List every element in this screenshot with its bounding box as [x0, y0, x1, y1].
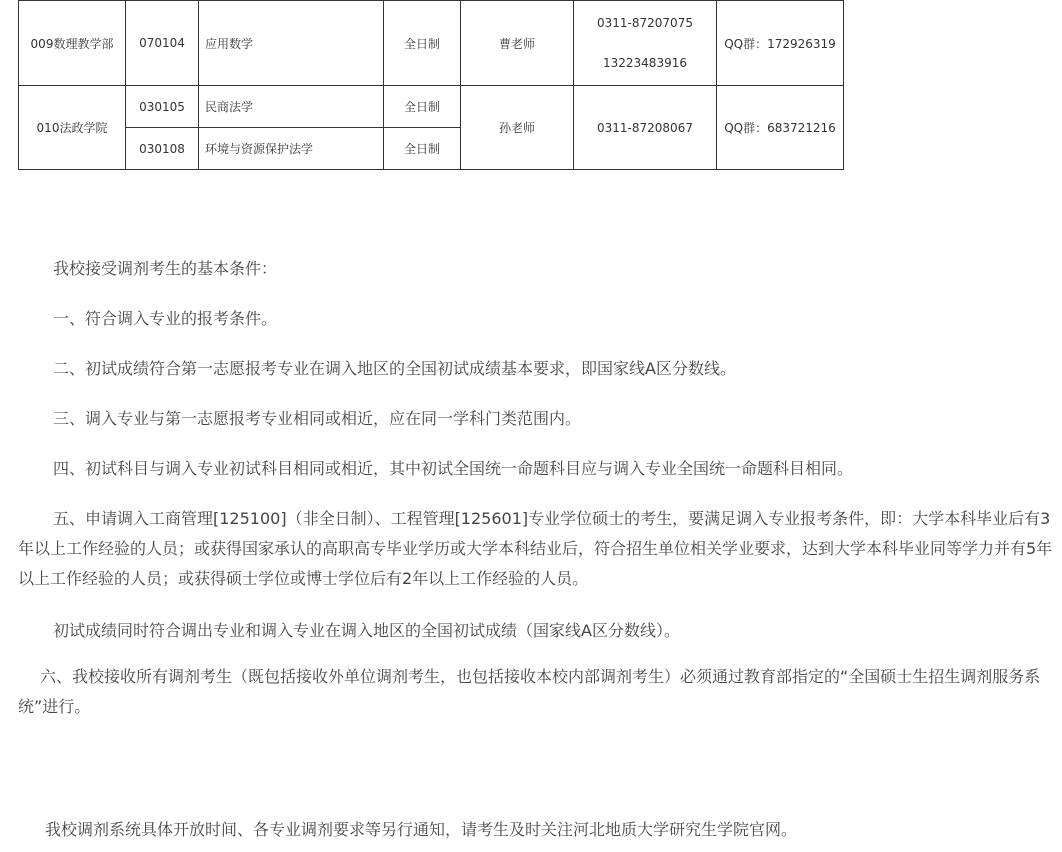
spacer [580, 33, 710, 53]
table-row [19, 86, 844, 128]
condition-2: 二、初试成绩符合第一志愿报考专业在调入地区的全国初试成绩基本要求，即国家线A区分数线。 [53, 359, 736, 378]
condition-4: 四、初试科目与调入专业初试科目相同或相近，其中初试全国统一命题科目应与调入专业全国统一命题科目相同。 [53, 459, 854, 478]
table-row [19, 1, 844, 86]
condition-5-note: 初试成绩同时符合调出专业和调入专业在调入地区的全国初试成绩（国家线A区分数线）。 [53, 621, 680, 640]
code-cell: 070104 [126, 1, 199, 86]
mobile-number: 13223483916 [603, 56, 687, 70]
mode-cell: 全日制 [384, 1, 461, 86]
condition-5: 五、申请调入工商管理[125100]（非全日制）、工程管理[125601]专业学位硕士的考生，要满足调入专业报考条件，即：大学本科毕业后有3年以上工作经验的人员；或获得国家承认的高职高专毕业学历或大学本科结业后，符合招生单位相关学业要求，达到大学本科毕业同等学力并有5年以上工作经验的人员；或获得硕士学位或博士学位后有2年以上工作经验的人员。 [18, 509, 1053, 588]
major-cell: 应用数学 [199, 1, 384, 86]
conditions-heading: 我校接受调剂考生的基本条件： [53, 259, 278, 278]
teacher-cell: 曹老师 [461, 1, 574, 86]
phone-cell [574, 1, 717, 86]
condition-3: 三、调入专业与第一志愿报考专业相同或相近，应在同一学科门类范围内。 [53, 409, 582, 428]
phone-number: 0311-87207075 [597, 16, 693, 30]
code-cell: 030108 [126, 128, 199, 170]
dept-cell: 010法政学院 [19, 86, 126, 170]
condition-1: 一、符合调入专业的报考条件。 [53, 309, 278, 328]
mode-cell: 全日制 [384, 128, 461, 170]
teacher-cell: 孙老师 [461, 86, 574, 170]
dept-cell: 009数理教学部 [19, 1, 126, 86]
condition-6: 六、我校接收所有调剂考生（既包括接收外单位调剂考生，也包括接收本校内部调剂考生）必须通过教育部指定的“全国硕士生招生调剂服务系统”进行。 [18, 667, 1041, 716]
code-cell: 030105 [126, 86, 199, 128]
qq-cell: QQ群：683721216 [717, 86, 844, 170]
mode-cell: 全日制 [384, 86, 461, 128]
phone-cell: 0311-87208067 [574, 86, 717, 170]
major-cell: 民商法学 [199, 86, 384, 128]
notice-paragraph: 我校调剂系统具体开放时间、各专业调剂要求等另行通知，请考生及时关注河北地质大学研究生学院官网。 [45, 820, 798, 839]
admissions-table [18, 0, 844, 170]
qq-cell: QQ群：172926319 [717, 1, 844, 86]
major-cell: 环境与资源保护法学 [199, 128, 384, 170]
